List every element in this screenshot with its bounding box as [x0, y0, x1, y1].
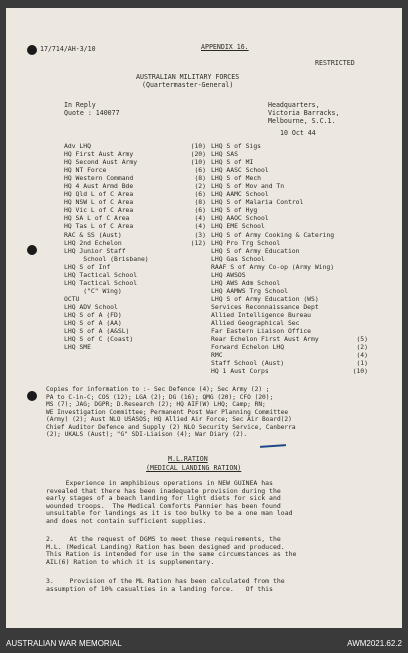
org-title: AUSTRALIAN MILITARY FORCES	[136, 73, 240, 81]
copy-count	[346, 150, 368, 158]
ink-underline	[260, 444, 286, 448]
paragraph-2	[46, 536, 364, 566]
addressee: LHQ S of Army Cooking & Catering	[211, 230, 335, 239]
addressee: HQ NSW L of C Area	[64, 198, 134, 207]
paragraph-line: AIL(6) Ration to which it is supplementary.	[46, 557, 215, 566]
copy-count	[346, 222, 368, 230]
addressee: LHQ Tactical School	[64, 278, 138, 287]
copy-count	[346, 231, 368, 239]
paragraph-3	[46, 578, 364, 593]
copy-count	[346, 247, 368, 255]
addressee: LHQ Pro Trg School	[211, 238, 281, 247]
addressee: LHQ ADV School	[64, 302, 118, 311]
addressee: LHQ SAS	[211, 150, 238, 159]
copy-count: (6)	[194, 166, 206, 175]
punch-hole-middle	[27, 245, 37, 255]
addressee: LHQ AASC School	[211, 166, 269, 175]
copy-count	[346, 190, 368, 198]
addressee: LHQ EME School	[211, 222, 265, 231]
addressee: LHQ Gas School	[211, 254, 265, 263]
copy-count: (1)	[356, 359, 368, 368]
distribution-right-quantities	[346, 142, 368, 375]
org-subtitle: (Quartermaster-General)	[142, 81, 234, 89]
copy-count: (8)	[194, 174, 206, 183]
copies-line: (Army) (2); Aust NLO USASOS; HQ Allied Air Force; Sec Air Board(2)	[46, 416, 292, 423]
addressee: LHQ S of Inf	[64, 262, 111, 271]
paragraph-line: 2. At the request of DGMS to meet these requirements, the	[46, 535, 281, 543]
addressee: LHQ S of Army Education (WS)	[211, 294, 319, 303]
copies-line: PA to C-in-C; COS (12); LGA (2); DG (16); QMG (20); CFO (20);	[46, 393, 274, 401]
copy-count: (2)	[194, 182, 206, 191]
letter-date: 10 Oct 44	[280, 129, 316, 137]
copies-line: (2); UKALS (Aust); "G" SDI-Liaison (4); War Diary (2).	[46, 431, 248, 438]
copies-line: Copies for information to :- Sec Defence (4); Sec Army (2) ;	[46, 386, 270, 393]
copy-count: (20)	[190, 150, 206, 159]
addressee: LHQ AAMWS Trg School	[211, 286, 288, 295]
addressee: Services Reconnaissance Dept	[211, 302, 319, 311]
addressee: HQ Qld L of C Area	[64, 190, 134, 199]
addressee: LHQ S of MI	[211, 158, 254, 167]
punch-hole-bottom	[27, 391, 37, 401]
addressee: Adv LHQ	[64, 142, 91, 150]
copy-count: (10)	[190, 142, 206, 150]
copy-count	[346, 198, 368, 206]
copy-count	[346, 166, 368, 174]
addressee: LHQ S of Mov and Tn	[211, 182, 285, 191]
addressee: HQ 4 Aust Armd Bde	[64, 182, 134, 191]
addressee: HQ Vic L of C Area	[64, 206, 134, 215]
copies-line: MS (7); JAG; DGPR; D.Research (2); HQ AIF(W) LHQ; Camp; RN;	[46, 401, 266, 408]
addressee: LHQ Junior Staff	[64, 246, 126, 255]
addressee: Allied Intelligence Bureau	[211, 310, 312, 319]
copies-line: WE Investigation Committee; Permanent Post War Planning Committee	[46, 408, 289, 416]
copy-count	[346, 327, 368, 335]
address-line-1: Headquarters,	[268, 101, 320, 109]
copy-count	[346, 319, 368, 327]
addressee: LHQ S of A (AA)	[64, 319, 122, 328]
copy-count: (6)	[194, 206, 206, 215]
addressee: LHQ S of C (Coast)	[64, 335, 134, 344]
addressee: LHQ S of A (FD)	[64, 310, 122, 319]
addressee: OCTU	[64, 294, 80, 303]
addressee: ("C" Wing)	[64, 286, 122, 295]
copy-count	[346, 295, 368, 303]
address-line-3: Melbourne, S.C.1.	[268, 117, 336, 125]
archive-footer	[0, 632, 408, 653]
copy-count: (12)	[190, 238, 206, 247]
addressee: HQ First Aust Army	[64, 150, 134, 159]
copy-count	[346, 311, 368, 319]
paragraph-line: early stages of a beach landing for light diets for sick and	[46, 494, 281, 502]
copy-count: (4)	[194, 214, 206, 223]
addressee: Forward Echelon LHQ	[211, 343, 285, 352]
paragraph-line: wounded troops. The Medical Comforts Pannier has been found	[46, 501, 281, 510]
address-line-2: Victoria Barracks,	[268, 109, 340, 117]
addressee: HQ SA L of C Area	[64, 214, 130, 223]
copy-count	[346, 158, 368, 166]
copy-count	[346, 271, 368, 279]
addressee: LHQ S of Mech	[211, 174, 262, 183]
addressee: HQ NT Force	[64, 166, 107, 175]
paragraph-line: Experience in amphibious operations in NEW GUINEA has	[46, 479, 273, 487]
addressee: RAC & SS (Aust)	[64, 230, 122, 239]
copy-count: (2)	[356, 343, 368, 352]
paragraph-line: 3. Provision of the ML Ration has been calculated from the	[46, 577, 285, 585]
appendix-label: APPENDIX 16.	[201, 43, 249, 51]
copy-count: (10)	[190, 158, 206, 167]
catalogue-number: AWM2021.62.2	[347, 639, 402, 648]
addressee: RMC	[211, 351, 223, 360]
addressee: LHQ S of A (A&SL)	[64, 327, 130, 336]
addressee: HQ Western Command	[64, 174, 134, 183]
addressee: LHQ AWSOS	[211, 270, 246, 279]
file-reference: 17/714/AH-3/10	[40, 45, 96, 53]
addressee: Allied Geographical Sec	[211, 319, 300, 328]
copy-count	[346, 142, 368, 150]
copy-count	[346, 182, 368, 190]
addressee: LHQ S of Sigs	[211, 142, 262, 150]
distribution-right	[211, 142, 361, 375]
subject-title: M.L.RATION	[168, 455, 208, 463]
copy-count	[346, 287, 368, 295]
copy-count	[346, 263, 368, 271]
copy-count	[346, 303, 368, 311]
copy-count	[346, 214, 368, 222]
copy-count	[346, 239, 368, 247]
addressee: LHQ SME	[64, 343, 91, 352]
paragraph-line: assumption of 10% casualties in a landing force. Of this	[46, 584, 273, 593]
addressee: LHQ S of Malaria Control	[211, 198, 304, 207]
copies-line: Chief Auditor Defence and Supply (2) NLO Security Service, Canberra	[46, 423, 296, 431]
copy-count: (6)	[194, 190, 206, 199]
addressee: LHQ AWS Adm School	[211, 278, 281, 287]
copy-count: (5)	[356, 335, 368, 344]
addressee: LHQ AAOC School	[211, 214, 269, 223]
quote-number: Quote : 140077	[64, 109, 120, 117]
copies-for-information	[46, 386, 376, 439]
copy-count: (8)	[194, 198, 206, 207]
addressee: Staff School (Aust)	[211, 359, 285, 368]
copy-count	[346, 174, 368, 182]
copy-count: (3)	[194, 230, 206, 239]
addressee: Rear Echelon First Aust Army	[211, 335, 319, 344]
distribution-left-quantities	[184, 142, 206, 247]
addressee: LHQ Tactical School	[64, 270, 138, 279]
addressee: LHQ S of Army Education	[211, 246, 300, 255]
addressee: LHQ 2nd Echelon	[64, 238, 122, 247]
copy-count: (10)	[352, 367, 368, 376]
copy-count	[346, 206, 368, 214]
paragraph-line: and does not contain sufficient supplies.	[46, 516, 207, 525]
reply-label: In Reply	[64, 101, 96, 109]
punch-hole-top	[27, 45, 37, 55]
copy-count: (4)	[356, 351, 368, 360]
paragraph-line: M.L. (Medical Landing) Ration has been designed and produced.	[46, 542, 285, 551]
paragraph-line: unsuitable for landings as it is too bulky to be a one man load	[46, 509, 293, 517]
addressee: HQ Second Aust Army	[64, 158, 138, 167]
paragraph-line: revealed that there has been inadequate provision during the	[46, 486, 281, 495]
addressee: HQ Tas L of C Area	[64, 222, 134, 231]
addressee: LHQ AAMC School	[211, 190, 269, 199]
classification: RESTRICTED	[315, 59, 355, 67]
copy-count: (4)	[194, 222, 206, 231]
archive-name: AUSTRALIAN WAR MEMORIAL	[6, 639, 122, 648]
paragraph-1	[46, 480, 364, 525]
copy-count	[346, 255, 368, 263]
addressee: RAAF S of Army Co-op (Army Wing)	[211, 262, 335, 271]
addressee: HQ 1 Aust Corps	[211, 367, 269, 376]
document-page	[6, 8, 402, 628]
distribution-left	[64, 142, 194, 351]
addressee: School (Brisbane)	[64, 254, 149, 263]
addressee: Far Eastern Liaison Office	[211, 327, 312, 336]
paragraph-line: This Ration is intended for use in the same circumstances as the	[46, 550, 297, 558]
subject-subtitle: (MEDICAL LANDING RATION)	[146, 464, 242, 472]
addressee: LHQ S of Hyg	[211, 206, 258, 215]
copy-count	[346, 279, 368, 287]
